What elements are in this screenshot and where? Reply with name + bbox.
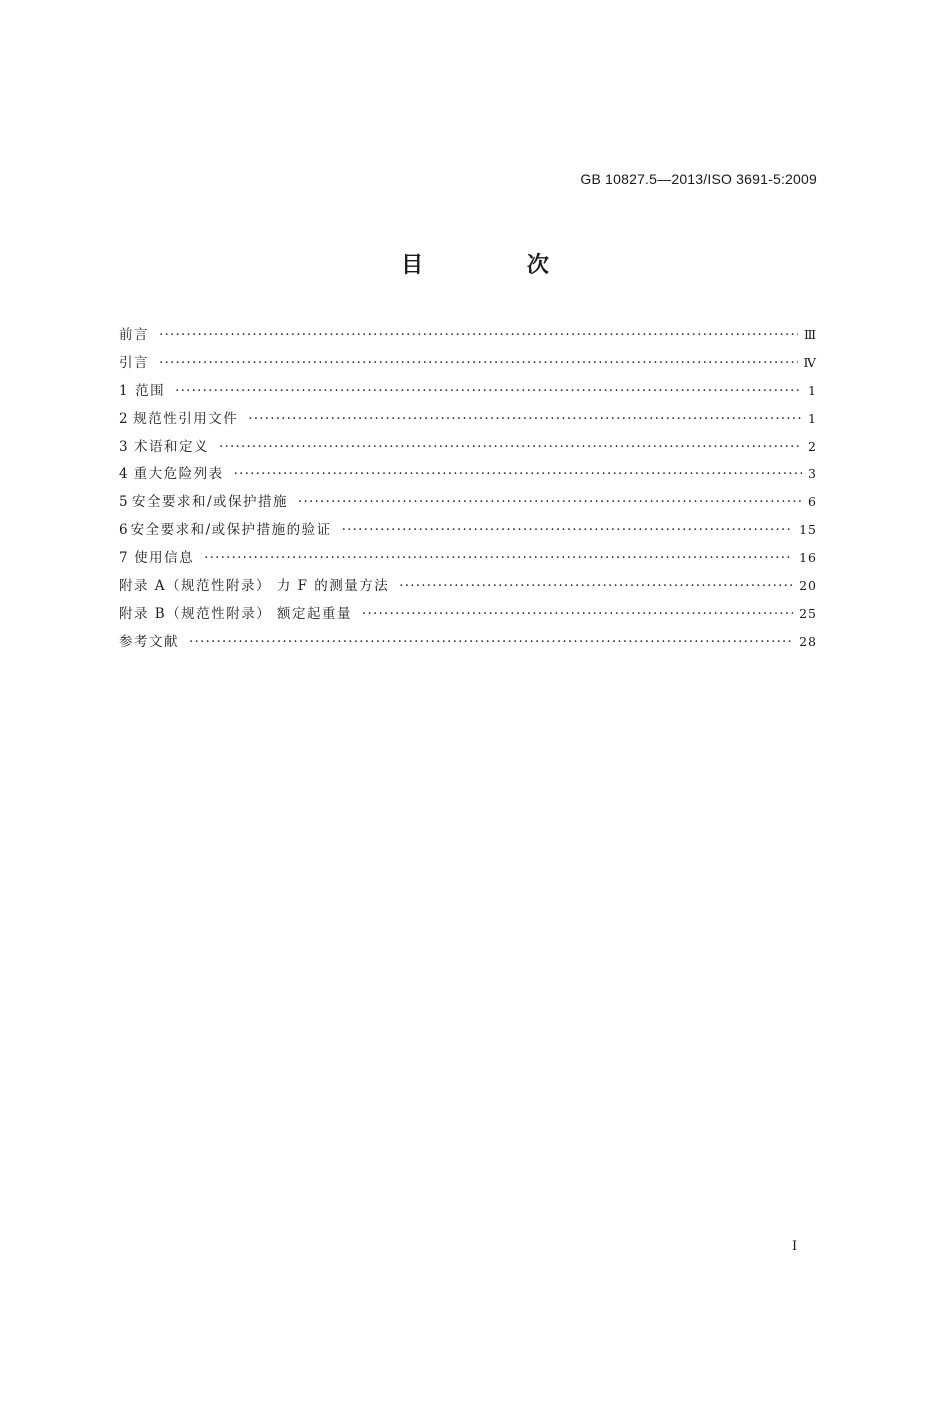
toc-entry-number: 7 (119, 550, 130, 567)
toc-entry-page: Ⅲ (803, 327, 817, 342)
toc-entry-page: Ⅳ (803, 354, 817, 370)
toc-entry-page: 15 (799, 522, 817, 538)
toc-entry-safety-requirements[interactable] (119, 490, 817, 518)
page-title: 目 次 (401, 253, 597, 278)
toc-entry-foreword[interactable] (119, 323, 817, 351)
toc-entry-page: 3 (808, 466, 817, 482)
toc-leader-dots (298, 494, 802, 510)
toc-entry-label: 附录 B（规范性附录） 额定起重量 (119, 605, 353, 622)
toc-entry-label: 参考文献 (119, 633, 179, 650)
toc-leader-dots (159, 327, 798, 343)
toc-leader-dots (189, 634, 793, 650)
table-of-contents (119, 323, 817, 658)
toc-entry-label: 安全要求和/或保护措施 (131, 494, 289, 511)
toc-entry-number: 3 (119, 438, 130, 455)
toc-entry-page: 2 (808, 438, 817, 454)
toc-entry-number: 6 (119, 522, 130, 539)
toc-leader-dots (362, 606, 793, 622)
toc-entry-verification[interactable] (119, 518, 817, 546)
toc-entry-label: 安全要求和/或保护措施的验证 (130, 522, 332, 539)
toc-leader-dots (219, 439, 802, 455)
toc-entry-terms-definitions[interactable] (119, 435, 817, 463)
toc-entry-label: 引言 (119, 354, 149, 371)
page-number: I (792, 1239, 798, 1254)
toc-entry-hazards-list[interactable] (119, 462, 817, 490)
toc-entry-normative-references[interactable] (119, 407, 817, 435)
toc-entry-number: 1 (119, 382, 130, 399)
toc-entry-label: 术语和定义 (133, 438, 209, 455)
toc-leader-dots (175, 383, 802, 399)
toc-leader-dots (399, 578, 793, 594)
toc-leader-dots (234, 466, 802, 482)
toc-leader-dots (204, 550, 793, 566)
toc-entry-page: 1 (808, 382, 817, 398)
toc-entry-page: 25 (799, 605, 817, 621)
toc-entry-page: 1 (808, 410, 817, 426)
toc-entry-bibliography[interactable] (119, 630, 817, 658)
toc-entry-label: 范围 (135, 382, 166, 399)
toc-entry-annex-a[interactable] (119, 574, 817, 602)
toc-entry-number: 2 (119, 410, 130, 427)
toc-leader-dots (159, 355, 798, 371)
toc-entry-page: 6 (808, 494, 817, 510)
toc-entry-label: 附录 A（规范性附录） 力 F 的测量方法 (119, 578, 390, 595)
toc-entry-annex-b[interactable] (119, 602, 817, 630)
toc-leader-dots (342, 522, 793, 538)
toc-entry-label: 使用信息 (134, 550, 195, 567)
toc-entry-information-for-use[interactable] (119, 546, 817, 574)
toc-leader-dots (248, 411, 802, 427)
toc-entry-page: 28 (799, 633, 817, 649)
standard-code: GB 10827.5—2013/ISO 3691-5:2009 (580, 171, 817, 187)
toc-entry-number: 4 (119, 466, 130, 483)
toc-entry-introduction[interactable] (119, 351, 817, 379)
toc-entry-number: 5 (119, 494, 130, 511)
toc-entry-scope[interactable] (119, 379, 817, 407)
toc-entry-page: 16 (799, 550, 817, 566)
toc-entry-label: 前言 (119, 327, 149, 343)
toc-entry-label: 规范性引用文件 (133, 410, 239, 427)
toc-entry-label: 重大危险列表 (133, 466, 224, 483)
toc-entry-page: 20 (799, 578, 817, 594)
